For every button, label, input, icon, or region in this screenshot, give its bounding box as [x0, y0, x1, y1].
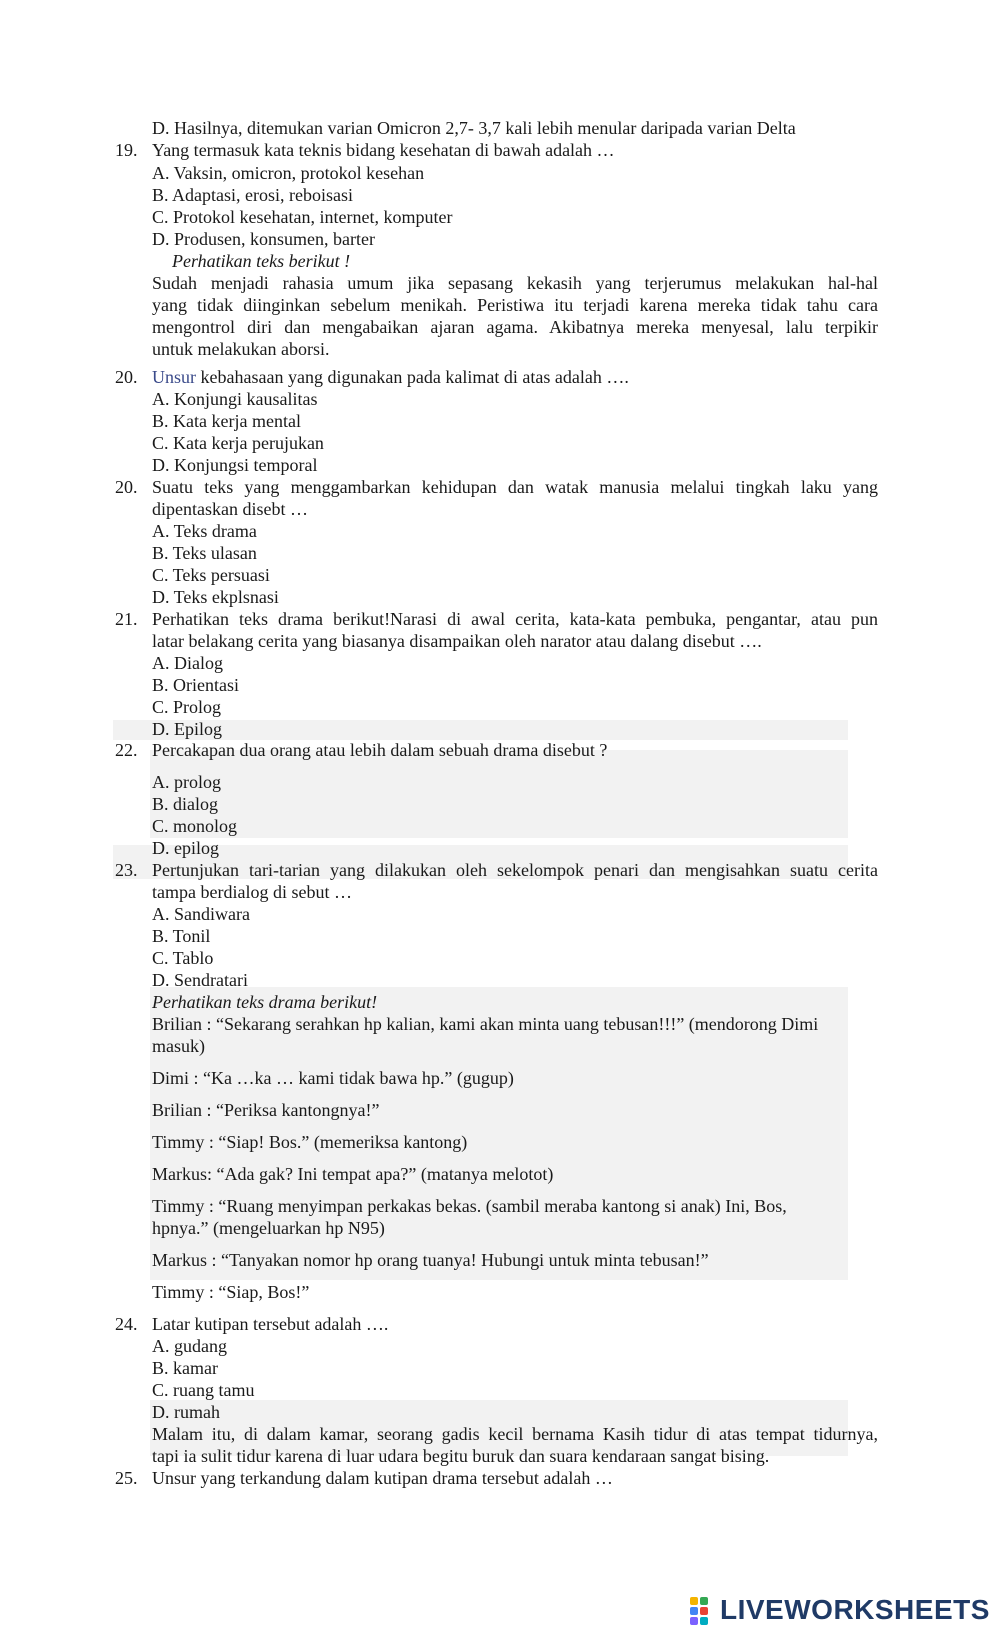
dialogue-line-8: Timmy : “Siap, Bos!” [152, 1282, 310, 1302]
question-21-line-2: latar belakang cerita yang biasanya disampaikan oleh narator atau dalang disebut …. [152, 631, 762, 651]
q18-option-d: D. Hasilnya, ditemukan varian Omicron 2,7- 3,7 kali lebih menular daripada varian Delta [152, 118, 796, 138]
passage-2-line-1: Malam itu, di dalam kamar, seorang gadis kecil bernama Kasih tidur di atas tempat tidurnya, [152, 1424, 878, 1444]
dialogue-line-7: Markus : “Tanyakan nomor hp orang tuanya! Hubungi untuk minta tebusan!” [152, 1250, 709, 1270]
q19-option-c: C. Protokol kesehatan, internet, komputer [152, 207, 453, 227]
q20a-option-c: C. Kata kerja perujukan [152, 433, 324, 453]
question-24-text: Latar kutipan tersebut adalah …. [152, 1314, 389, 1334]
passage-1-line-4: untuk melakukan aborsi. [152, 339, 330, 359]
highlighted-word: Unsur [152, 367, 196, 387]
q24-option-a: A. gudang [152, 1336, 227, 1356]
question-22-text: Percakapan dua orang atau lebih dalam sebuah drama disebut ? [152, 740, 608, 760]
q20b-option-d: D. Teks ekplsnasi [152, 587, 279, 607]
liveworksheets-logo[interactable] [690, 1590, 990, 1630]
liveworksheets-logo-icon [690, 1595, 718, 1625]
q20b-option-a: A. Teks drama [152, 521, 257, 541]
q21-option-b: B. Orientasi [152, 675, 239, 695]
q20a-option-d: D. Konjungsi temporal [152, 455, 318, 475]
q21-option-c: C. Prolog [152, 697, 222, 717]
dialogue-line-1a: Brilian : “Sekarang serahkan hp kalian, kami akan minta uang tebusan!!!” (mendorong Dimi [152, 1014, 819, 1034]
q22-option-b: B. dialog [152, 794, 218, 814]
passage-2-line-2: tapi ia sulit tidur karena di luar udara begitu buruk dan suara kendaraan sangat bising. [152, 1446, 770, 1466]
shaded-block-q22 [113, 720, 848, 740]
passage-1-line-3: mengontrol diri dan mengabaikan ajaran agama. Akibatnya mereka menyesal, lalu terpikir [152, 317, 878, 337]
q22-option-d: D. epilog [152, 838, 219, 858]
dialogue-line-2: Dimi : “Ka …ka … kami tidak bawa hp.” (gugup) [152, 1068, 514, 1088]
passage-1-line-1: Sudah menjadi rahasia umum jika sepasang kekasih yang terjerumus melakukan hal-hal [152, 273, 878, 293]
q23-option-b: B. Tonil [152, 926, 211, 946]
question-20b-line-2: dipentaskan disebt … [152, 499, 308, 519]
q24-option-c: C. ruang tamu [152, 1380, 255, 1400]
q19-option-d: D. Produsen, konsumen, barter [152, 229, 375, 249]
q23-option-c: C. Tablo [152, 948, 214, 968]
dialogue-line-5: Markus: “Ada gak? Ini tempat apa?” (matanya melotot) [152, 1164, 554, 1184]
shaded-block-q22-options [150, 750, 848, 838]
question-19-text: Yang termasuk kata teknis bidang kesehatan di bawah adalah … [152, 140, 615, 160]
question-number-21: 21. [115, 609, 138, 629]
q19-option-b: B. Adaptasi, erosi, reboisasi [152, 185, 353, 205]
q20a-option-b: B. Kata kerja mental [152, 411, 301, 431]
q19-option-a: A. Vaksin, omicron, protokol kesehan [152, 163, 425, 183]
q24-option-d: D. rumah [152, 1402, 220, 1422]
question-20a-rest: kebahasaan yang digunakan pada kalimat di atas adalah …. [200, 367, 629, 387]
question-20b-line-1: Suatu teks yang menggambarkan kehidupan dan watak manusia melalui tingkah laku yang [152, 477, 878, 497]
q22-option-c: C. monolog [152, 816, 238, 836]
q24-option-b: B. kamar [152, 1358, 218, 1378]
q20a-option-a: A. Konjungi kausalitas [152, 389, 318, 409]
question-25-text: Unsur yang terkandung dalam kutipan drama tersebut adalah … [152, 1468, 613, 1488]
q20b-option-b: B. Teks ulasan [152, 543, 257, 563]
dialogue-line-3: Brilian : “Periksa kantongnya!” [152, 1100, 380, 1120]
instruction-note-1: Perhatikan teks berikut ! [172, 251, 351, 271]
dialogue-line-6b: hpnya.” (mengeluarkan hp N95) [152, 1218, 385, 1238]
q21-option-a: A. Dialog [152, 653, 223, 673]
question-number-25: 25. [115, 1468, 138, 1488]
question-23-line-2: tampa berdialog di sebut … [152, 882, 352, 902]
instruction-note-2: Perhatikan teks drama berikut! [152, 992, 378, 1012]
q20b-option-c: C. Teks persuasi [152, 565, 270, 585]
question-21-line-1: Perhatikan teks drama berikut!Narasi di awal cerita, kata-kata pembuka, pengantar, atau pun [152, 609, 878, 629]
dialogue-line-1b: masuk) [152, 1036, 205, 1056]
question-23-line-1: Pertunjukan tari-tarian yang dilakukan oleh sekelompok penari dan mengisahkan suatu cerita [152, 860, 878, 880]
question-20a-text [152, 366, 629, 388]
question-number-20a: 20. [115, 367, 138, 387]
q22-option-a: A. prolog [152, 772, 221, 792]
passage-1-line-2: yang tidak diinginkan sebelum menikah. Peristiwa itu terjadi karena mereka tidak tahu cara [152, 295, 878, 315]
q21-option-d: D. Epilog [152, 719, 222, 739]
dialogue-line-6a: Timmy : “Ruang menyimpan perkakas bekas. (sambil meraba kantong si anak) Ini, Bos, [152, 1196, 787, 1216]
question-number-19: 19. [115, 140, 138, 160]
question-number-23: 23. [115, 860, 138, 880]
question-number-20b: 20. [115, 477, 138, 497]
q23-option-d: D. Sendratari [152, 970, 248, 990]
liveworksheets-logo-text: LIVEWORKSHEETS [720, 1594, 990, 1625]
question-number-24: 24. [115, 1314, 138, 1334]
question-number-22: 22. [115, 740, 138, 760]
q23-option-a: A. Sandiwara [152, 904, 250, 924]
dialogue-line-4: Timmy : “Siap! Bos.” (memeriksa kantong) [152, 1132, 468, 1152]
